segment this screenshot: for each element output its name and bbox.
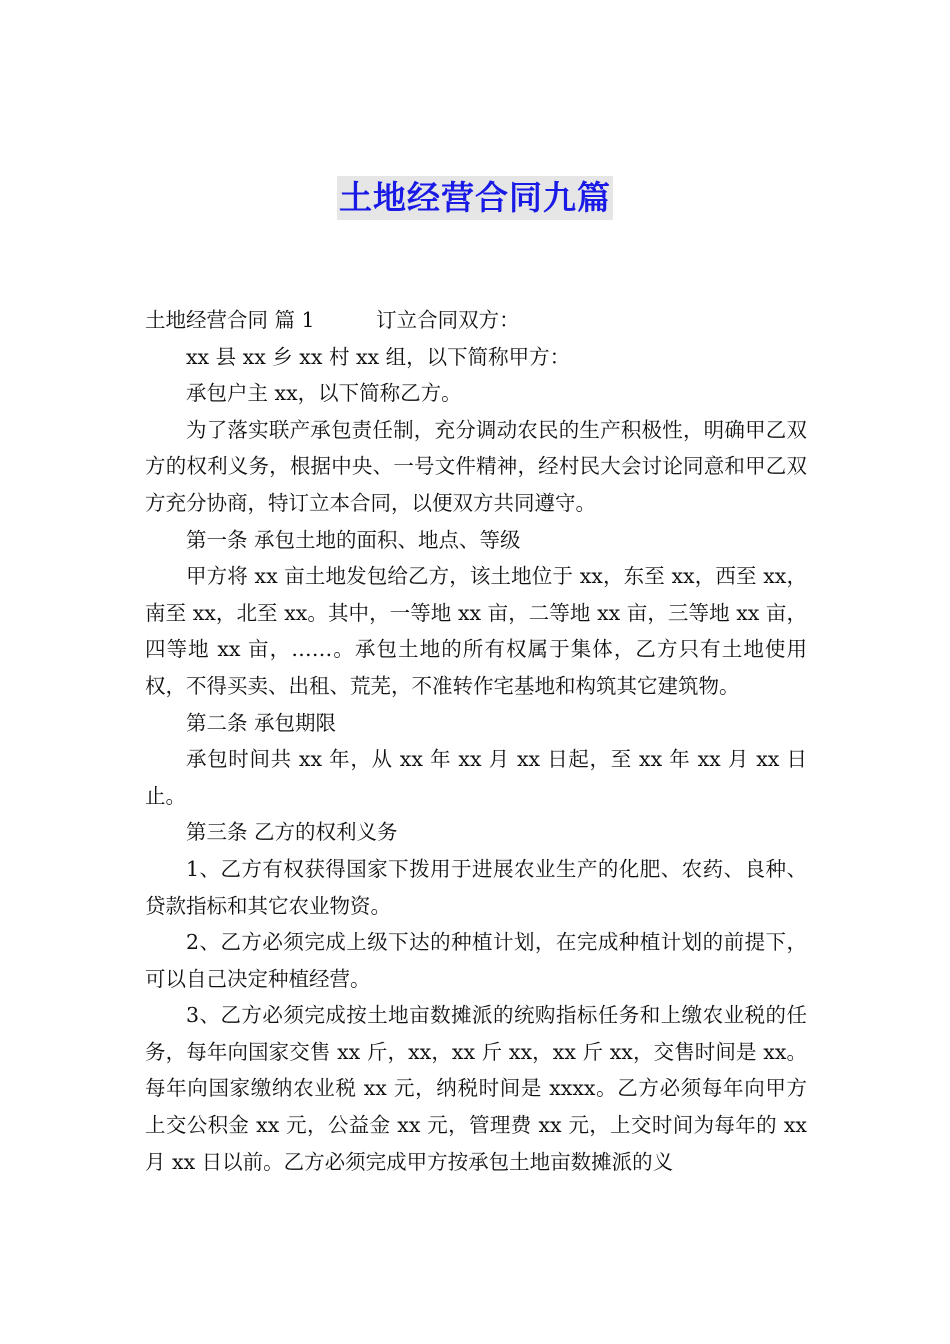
paragraph-contract-parties: 土地经营合同 篇 1 订立合同双方： (145, 308, 520, 332)
document-title: 土地经营合同九篇 (337, 176, 613, 220)
article-3-heading: 第三条 乙方的权利义务 (186, 820, 398, 845)
paragraph-party-b: 承包户主 xx，以下简称乙方。 (186, 381, 462, 406)
article-3-item-3: 3、乙方必须完成按土地亩数摊派的统购指标任务和上缴农业税的任务，每年向国家交售 xx 斤，xx，xx 斤 xx，xx 斤 xx，交售时间是 xx。每年向国家缴纳农业税 xx 元，纳税时间是 xxxx。乙方必须每年向甲方上交公积金 xx 元，公益金 xx 元，管理费 xx 元，上交时间为每年的 xx 月 xx 日以前。乙方必须完成甲方按承包土地亩数摊派的义 (145, 1003, 807, 1174)
paragraph-preamble: 为了落实联产承包责任制，充分调动农民的生产积极性，明确甲乙双方的权利义务，根据中央、一号文件精神，经村民大会讨论同意和甲乙双方充分协商，特订立本合同，以便双方共同遵守。 (145, 417, 807, 515)
article-2-heading: 第二条 承包期限 (186, 710, 337, 735)
article-3-item-2: 2、乙方必须完成上级下达的种植计划，在完成种植计划的前提下，可以自己决定种植经营。 (145, 930, 807, 991)
article-3-item-1: 1、乙方有权获得国家下拨用于进展农业生产的化肥、农药、良种、贷款指标和其它农业物资。 (145, 856, 807, 918)
document-body (145, 302, 807, 1180)
paragraph-party-a: xx 县 xx 乡 xx 村 xx 组，以下简称甲方： (186, 344, 571, 369)
title-container (0, 176, 950, 220)
article-1-heading: 第一条 承包土地的面积、地点、等级 (186, 527, 521, 552)
article-1-body: 甲方将 xx 亩土地发包给乙方，该土地位于 xx，东至 xx，西至 xx，南至 xx，北至 xx。其中，一等地 xx 亩，二等地 xx 亩，三等地 xx 亩，四等地 xx 亩，……。承包土地的所有权属于集体，乙方只有土地使用权，不得买卖、出租、荒芜，不准转作宅基地和构筑其它建筑物。 (145, 564, 807, 698)
article-2-body: 承包时间共 xx 年，从 xx 年 xx 月 xx 日起，至 xx 年 xx 月 xx 日止。 (145, 747, 807, 808)
